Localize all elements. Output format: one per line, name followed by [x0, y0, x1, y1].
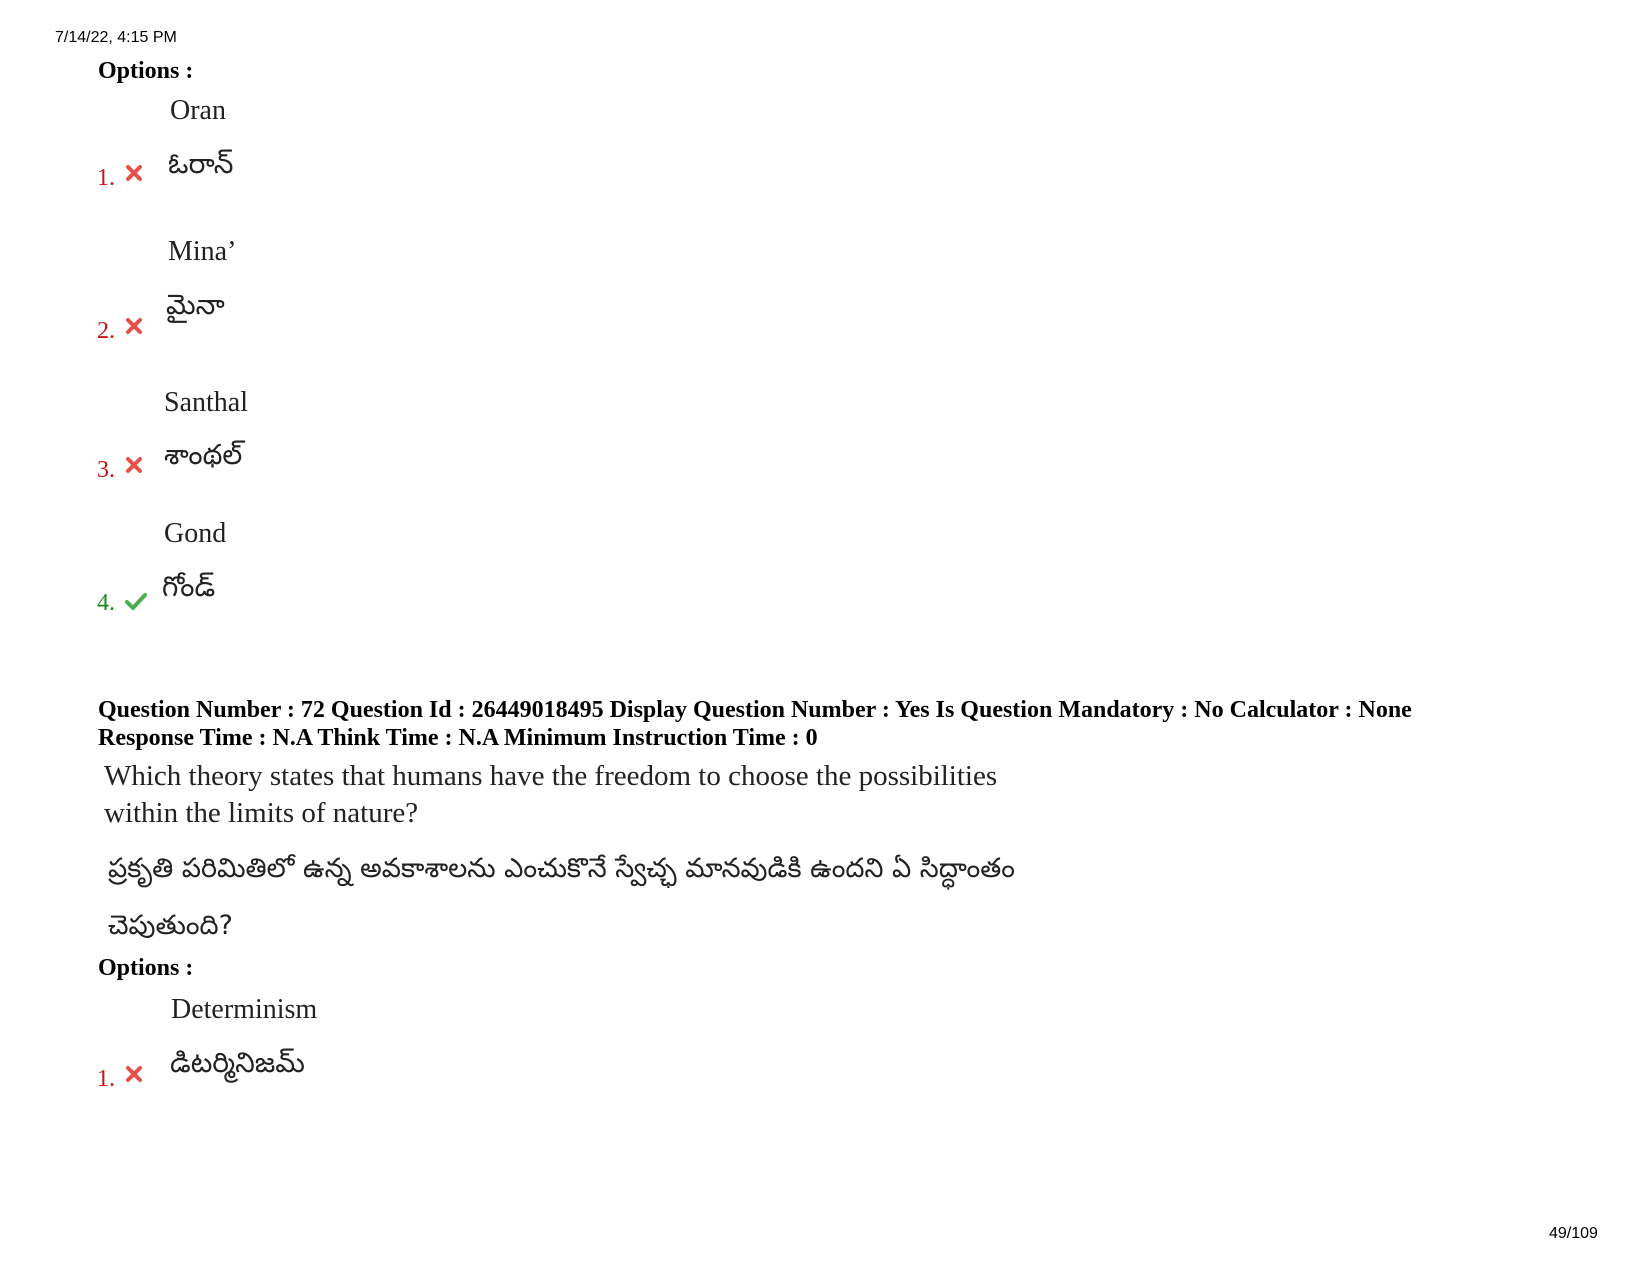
option-number: 2.	[97, 318, 115, 344]
options-heading: Options :	[98, 58, 194, 84]
cross-icon	[124, 1064, 144, 1084]
option-text-en: Oran	[170, 95, 226, 126]
option-text-te: డిటర్మినిజమ్	[170, 1046, 305, 1079]
options-heading: Options :	[98, 955, 194, 981]
option-text-en: Mina’	[168, 236, 237, 267]
cross-icon	[124, 163, 144, 183]
question-text-te-line2: చెపుతుంది?	[108, 910, 233, 941]
question-meta-line2: Response Time : N.A Think Time : N.A Minimum Instruction Time : 0	[98, 725, 818, 751]
check-icon	[124, 590, 148, 612]
option-text-te: శాంథల్	[164, 438, 243, 471]
option-number: 1.	[97, 165, 115, 191]
cross-icon	[124, 316, 144, 336]
option-text-te: మైనా	[166, 288, 225, 321]
question-text-en-line1: Which theory states that humans have the freedom to choose the possibilities	[104, 760, 998, 792]
option-text-te: ఓరాన్	[168, 147, 234, 180]
option-number: 1.	[97, 1066, 115, 1092]
option-text-en: Determinism	[171, 994, 318, 1025]
option-text-en: Santhal	[164, 387, 248, 418]
option-number: 3.	[97, 457, 115, 483]
page-number: 49/109	[1549, 1225, 1598, 1242]
option-number: 4.	[97, 590, 115, 616]
print-timestamp: 7/14/22, 4:15 PM	[55, 29, 177, 46]
option-text-en: Gond	[164, 518, 227, 549]
question-text-te-line1: ప్రకృతి పరిమితిలో ఉన్న అవకాశాలను ఎంచుకొనే స్వేచ్ఛ మానవుడికి ఉందని ఏ సిద్ధాంతం	[108, 853, 1015, 884]
question-meta-line1: Question Number : 72 Question Id : 26449018495 Display Question Number : Yes Is Question Mandatory : No Calculator : None	[98, 697, 1412, 723]
cross-icon	[124, 455, 144, 475]
option-text-te: గోండ్	[162, 570, 216, 603]
question-text-en-line2: within the limits of nature?	[104, 797, 419, 829]
